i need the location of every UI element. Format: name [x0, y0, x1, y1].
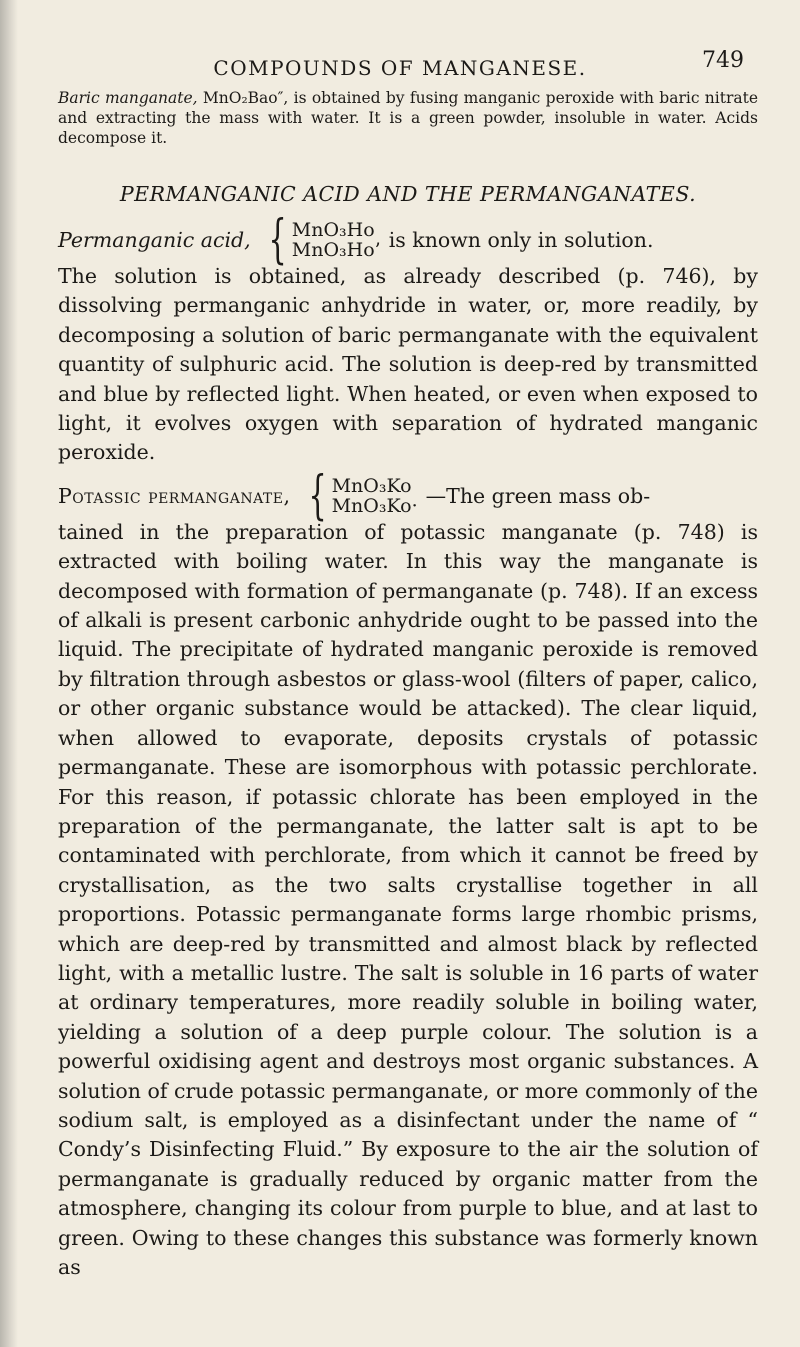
permanganic-acid-formula	[261, 210, 381, 270]
potassic-permanganate-paragraph: tained in the preparation of potassic manganate (p. 748) is extracted with boiling water. In this way the manganate is decomposed with formation of permanganate (p. 748). If an excess of alkali is present carbonic anhydride ought to be passed into the liquid. The precipitate of hydrated manganic peroxide is removed by filtration through asbestos or glass-wool (filters of paper, calico, or other organic substance would be attacked). The clear liquid, when allowed to evaporate, deposits crystals of potassic permanganate. These are isomorphous with potassic perchlorate. For this reason, if potassic chlorate has been employed in the preparation of the permanganate, the latter salt is apt to be contaminated with perchlorate, from which it cannot be freed by crystallisation, as the two salts crystallise together in all proportions. Potassic permanganate forms large rhombic prisms, which are deep-red by transmitted and almost black by reflected light, with a metallic lustre. The salt is soluble in 16 parts of water at ordinary temperatures, more readily soluble in boiling water, yielding a solution of a deep purple colour. The solution is a powerful oxidising agent and destroys most organic substances. A solution of crude potassic permanganate, or more commonly of the sodium salt, is employed as a disinfectant under the name of “ Condy’s Disinfecting Fluid.” By exposure to the air the solution of permanganate is gradually reduced by organic matter from the atmosphere, changing its colour from purple to blue, and at last to green. Owing to these changes this substance was formerly known as	[58, 519, 758, 1279]
left-brace-icon: {	[307, 465, 327, 526]
permanganic-acid-term: Permanganic acid,	[58, 228, 251, 252]
baric-manganate-paragraph	[58, 88, 758, 148]
formula-bottom: MnO₃Ko·	[331, 494, 418, 517]
baric-manganate-term: Baric manganate,	[58, 89, 198, 107]
formula-top: MnO₃Ho	[291, 219, 375, 241]
left-brace-icon: {	[268, 210, 287, 270]
page-content	[58, 88, 758, 1282]
baric-manganate-text: MnO₂Bao″, is obtained by fusing manganic peroxide with baric nitrate and extracting the mass with water. It is a green powder, insoluble in water. Acids decompose it.	[58, 89, 759, 147]
permanganic-acid-line	[58, 210, 758, 270]
permanganic-acid-after: is known only in solution.	[388, 228, 654, 252]
page-number: 749	[702, 48, 744, 73]
formula-top: MnO₃Ko	[331, 474, 412, 497]
potassic-permanganate-term: Potassic permanganate,	[58, 483, 291, 508]
solution-paragraph: The solution is obtained, as already described (p. 746), by dissolving permanganic anhydride in water, or, more readily, by decomposing a solution of baric permanganate with the equivalent quantity of sulphuric acid. The solution is deep-red by transmitted and blue by reflected light. When heated, or even when exposed to light, it evolves oxygen with separation of hydrated manganic peroxide.	[58, 264, 758, 465]
potassic-permanganate-formula	[301, 465, 418, 526]
running-head: COMPOUNDS OF MANGANESE.	[213, 56, 587, 80]
potassic-permanganate-after: —The green mass ob-	[425, 483, 651, 508]
section-heading: PERMANGANIC ACID AND THE PERMANGANATES.	[119, 182, 697, 206]
formula-bottom: MnO₃Ho’	[291, 239, 381, 261]
potassic-permanganate-line	[58, 465, 758, 526]
